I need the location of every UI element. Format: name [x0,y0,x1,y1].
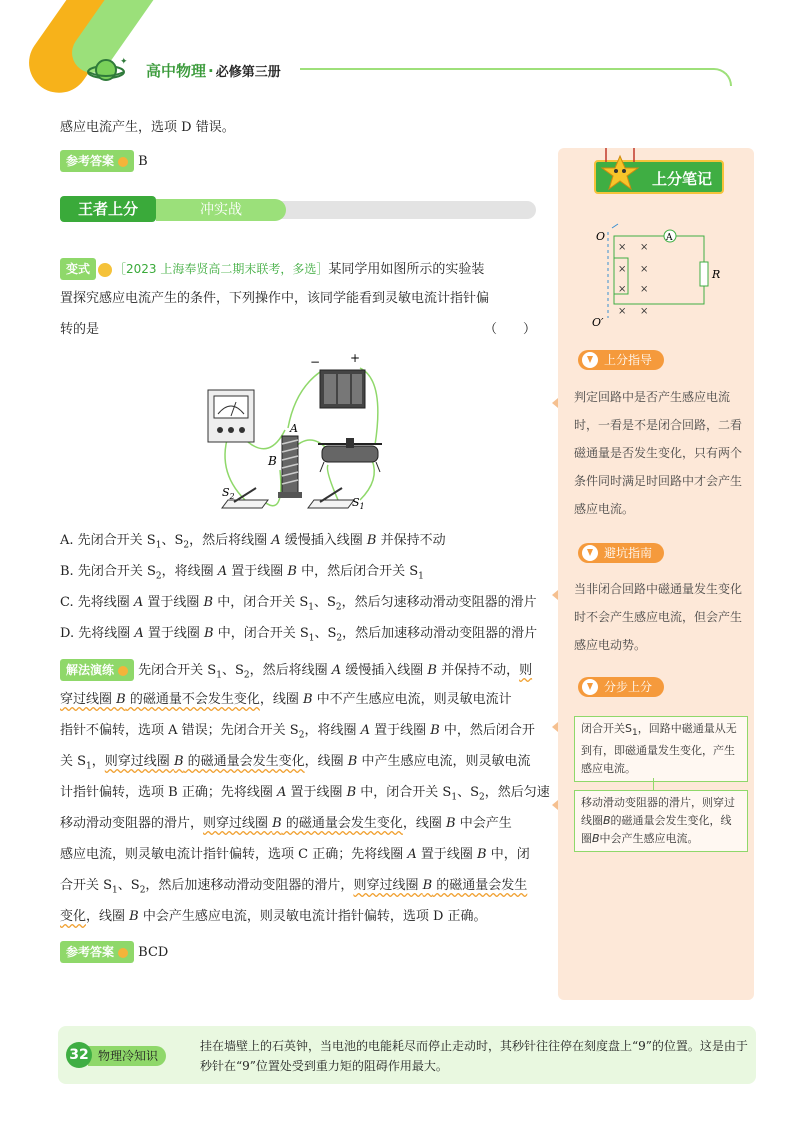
battery-minus: − [310,355,321,369]
solution-tag: 解法演练 [60,659,134,681]
svg-text:×: × [618,284,627,295]
arrow-down-icon [582,352,598,368]
guide-text: 判定回路中是否产生感应电流时，一看是不是闭合回路，二看磁通量是否发生变化，只有两个条件同时满足时回路中才会产生感应电流。 [574,390,743,516]
svg-text:A: A [666,233,673,243]
answer-paren: （ ） [483,322,536,337]
heart-icon [118,666,128,676]
intro-line: 感应电流产生，选项 D 错误。 [60,120,235,135]
arrow-down-icon [582,545,598,561]
experiment-figure [200,350,400,520]
pointer-arrow [552,398,558,408]
solution-line-5: 计指针偏转，选项 B 正确；先将线圈 A 置于线圈 B 中，闭合开关 $S_1$、$S_2$，然后匀速 [60,785,550,803]
question-line-1: 变式 ［2023 上海奉贤高二期末联考，多选］某同学用如图所示的实验装 [60,258,484,280]
section-banner [60,196,536,222]
pencil-icon [118,157,128,167]
footer-trivia [58,1026,756,1084]
coil-b-label: B [268,454,277,468]
svg-text:×: × [618,264,627,275]
trivia-text: 挂在墙壁上的石英钟，当电池的电能耗尽而停止走动时，其秒针往往停在刻度盘上“9”的位置。这是由于秒针在“9”位置处受到重力矩的阻碍作用最大。 [200,1039,748,1073]
answer-value-2: BCD [138,945,169,960]
pointer-arrow [552,722,558,732]
svg-text:O′: O′ [592,316,604,329]
svg-text:O: O [596,230,606,243]
star-mascot-icon [600,148,640,192]
svg-text:×: × [618,242,627,253]
coil-a-label: A [290,422,298,435]
arrow-down-icon [582,679,598,695]
solution-line-6: 移动滑动变阻器的滑片，则穿过线圈 B 的磁通量会发生变化，线圈 B 中会产生 [60,816,512,831]
svg-text:S2: $S_2$ [222,486,235,501]
step-box-1: 闭合开关$S_1$，回路中磁通量从无到有，即磁通量发生变化，产生感应电流。 [574,716,748,782]
pointer-arrow [552,590,558,600]
battery-plus: + [350,351,361,365]
answer-tag-2: 参考答案 [60,941,134,963]
answer-row-2 [60,941,168,963]
header-line [300,68,732,86]
option-b[interactable]: B. 先闭合开关 $S_2$，将线圈 A 置于线圈 B 中，然后闭合开关 $S_1$ [60,564,424,582]
option-d[interactable]: D. 先将线圈 A 置于线圈 B 中，闭合开关 $S_1$、$S_2$，然后加速移动滑动变阻器的滑片 [60,626,538,644]
svg-text:S1: $S_1$ [352,496,365,511]
solution-line-1: 解法演练 先闭合开关 $S_1$、$S_2$，然后将线圈 A 缓慢插入线圈 B 并保持不动，则 [60,659,532,686]
solution-line-9: 变化，线圈 B 中会产生感应电流，则灵敏电流计指针偏转，选项 D 正确。 [60,909,487,924]
solution-line-3: 指针不偏转，选项 A 错误；先闭合开关 $S_2$，将线圈 A 置于线圈 B 中，然后闭合开 [60,723,535,741]
sun-icon [98,263,112,277]
svg-text:R: R [712,268,721,281]
question-line-2: 置探究感应电流产生的条件，下列操作中，该同学能看到灵敏电流计指针偏 [60,291,490,306]
question-line-3: 转的是 （ ） [60,320,536,340]
sidebar-circuit-diagram [588,222,728,334]
variant-tag: 变式 [60,258,96,280]
planet-icon [86,56,130,86]
option-c[interactable]: C. 先将线圈 A 置于线圈 B 中，闭合开关 $S_1$、$S_2$，然后匀速移动滑动变阻器的滑片 [60,595,537,613]
steps-label: 分步上分 [578,677,664,697]
solution-line-2: 穿过线圈 B 的磁通量不会发生变化，线圈 B 中不产生感应电流，则灵敏电流计 [60,692,512,707]
pencil-icon [118,948,128,958]
question-source: ［2023 上海奉贤高二期末联考，多选］ [114,262,329,276]
answer-value: B [138,154,148,169]
svg-text:×: × [640,242,649,253]
notes-title: 上分笔记 [594,160,724,194]
solution-line-8: 合开关 $S_1$、$S_2$，然后加速移动滑动变阻器的滑片，则穿过线圈 B 的磁通量会发生 [60,878,528,896]
page-number: 32 [66,1042,92,1068]
banner-left: 王者上分 [60,196,156,222]
solution-line-7: 感应电流，则灵敏电流计指针偏转，选项 C 正确；先将线圈 A 置于线圈 B 中，闭 [60,847,530,862]
solution-line-4: 关 $S_1$，则穿过线圈 B 的磁通量会发生变化，线圈 B 中产生感应电流，则灵敏电流 [60,754,531,772]
answer-row-1 [60,150,148,172]
option-a[interactable]: A. 先闭合开关 $S_1$、$S_2$，然后将线圈 A 缓慢插入线圈 B 并保持不动 [60,533,446,551]
step-box-2: 移动滑动变阻器的滑片，则穿过线圈B的磁通量会发生变化，线圈B中会产生感应电流。 [574,790,748,852]
svg-text:×: × [640,306,649,317]
guide-label: 上分指导 [578,350,664,370]
svg-text:✦: ✦ [120,57,128,67]
book-title: 高中物理 · 必修第三册 [146,62,281,80]
svg-text:×: × [640,284,649,295]
svg-text:×: × [618,306,627,317]
pointer-arrow [552,800,558,810]
answer-tag: 参考答案 [60,150,134,172]
banner-mid: 冲实战 [156,199,286,221]
trivia-label: 物理冷知识 [88,1046,166,1066]
pitfall-label: 避坑指南 [578,543,664,563]
svg-text:×: × [640,264,649,275]
step-connector [653,778,654,790]
pitfall-text: 当非闭合回路中磁通量发生变化时不会产生感应电流，但会产生感应电动势。 [574,582,743,652]
